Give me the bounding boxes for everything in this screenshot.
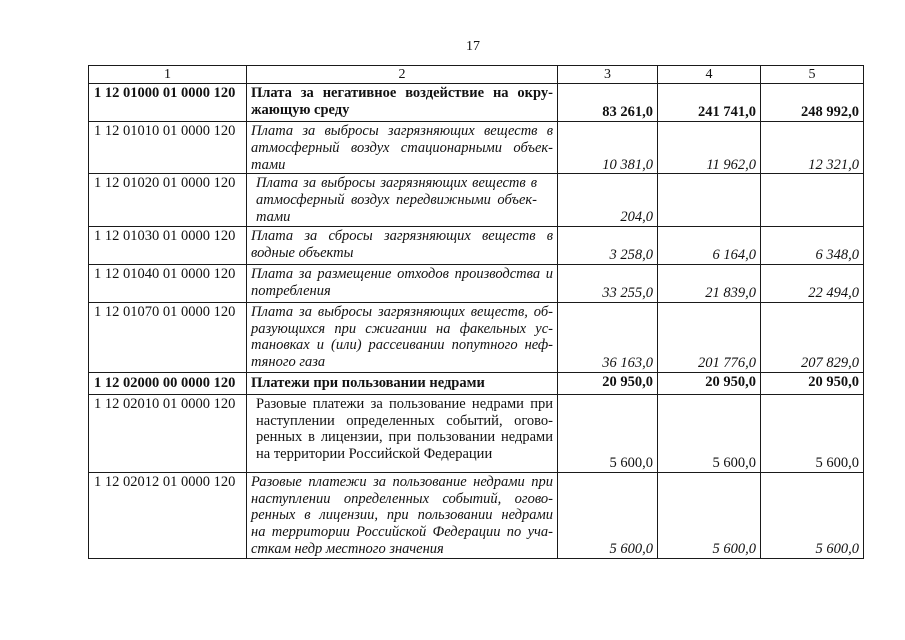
amount-col4 <box>658 174 761 226</box>
table-row <box>89 84 864 122</box>
amount-col4: 20 950,0 <box>658 372 761 394</box>
description-line: Плата за выбросы загрязняющих веществ в <box>251 123 553 139</box>
table-row <box>89 472 864 558</box>
amount-col4: 6 164,0 <box>658 226 761 264</box>
description-line: Разовые платежи за пользование недрами при <box>251 473 553 490</box>
amount-col5: 207 829,0 <box>761 302 864 372</box>
description-line: тановках и (или) рассеивании попутного неф- <box>251 337 553 354</box>
amount-col3: 10 381,0 <box>558 122 658 174</box>
description-line: на территории Российской Федерации по уча- <box>251 524 553 541</box>
table-row <box>89 226 864 264</box>
budget-code: 1 12 01070 01 0000 120 <box>89 302 247 372</box>
description-line: атмосферный воздух стационарными объек- <box>251 139 553 156</box>
description-line: ренных в лицензии, при пользовании недрами <box>256 429 553 446</box>
description-line: наступлении определенных событий, огово- <box>256 412 553 429</box>
row-description <box>247 84 558 122</box>
description-line: тяного газа <box>251 354 326 371</box>
budget-table <box>88 65 864 559</box>
amount-col5: 12 321,0 <box>761 122 864 174</box>
description-line: Плата за выбросы загрязняющих веществ в <box>256 175 537 192</box>
table-row <box>89 372 864 394</box>
header-cell-2: 2 <box>247 66 558 84</box>
amount-col4: 21 839,0 <box>658 264 761 302</box>
header-row <box>89 66 864 84</box>
table-row <box>89 302 864 372</box>
description-line: ренных в лицензии, при пользовании недрами <box>251 507 553 524</box>
amount-col5: 6 348,0 <box>761 226 864 264</box>
amount-col4: 241 741,0 <box>658 84 761 122</box>
amount-col5 <box>761 174 864 226</box>
description-line: на территории Российской Федерации <box>256 446 493 463</box>
amount-col3: 3 258,0 <box>558 226 658 264</box>
description-line: наступлении определенных событий, огово- <box>251 490 553 507</box>
description-line: жающую среду <box>251 101 350 118</box>
row-description <box>247 472 558 558</box>
amount-col5: 20 950,0 <box>761 372 864 394</box>
amount-col3: 5 600,0 <box>558 394 658 472</box>
header-cell-5: 5 <box>761 66 864 84</box>
budget-code: 1 12 01010 01 0000 120 <box>89 122 247 174</box>
row-description <box>247 302 558 372</box>
description-line: Плата за негативное воздействие на окру- <box>251 85 553 101</box>
amount-col3: 204,0 <box>558 174 658 226</box>
budget-code: 1 12 01030 01 0000 120 <box>89 226 247 264</box>
description-line: разующихся при сжигании на факельных ус- <box>251 320 553 337</box>
page-number: 17 <box>466 39 480 54</box>
amount-col4: 11 962,0 <box>658 122 761 174</box>
amount-col5: 5 600,0 <box>761 472 864 558</box>
description-line: тами <box>256 208 291 225</box>
budget-code: 1 12 01000 01 0000 120 <box>89 84 247 122</box>
row-description <box>247 122 558 174</box>
budget-code: 1 12 01040 01 0000 120 <box>89 264 247 302</box>
description-line: водные объекты <box>251 244 354 261</box>
description-line: потребления <box>251 282 331 299</box>
budget-code: 1 12 02000 00 0000 120 <box>89 372 247 394</box>
table-row <box>89 264 864 302</box>
header-cell-1: 1 <box>89 66 247 84</box>
amount-col3: 20 950,0 <box>558 372 658 394</box>
header-cell-3: 3 <box>558 66 658 84</box>
row-description <box>247 394 558 472</box>
amount-col3: 33 255,0 <box>558 264 658 302</box>
amount-col5: 22 494,0 <box>761 264 864 302</box>
amount-col4: 5 600,0 <box>658 394 761 472</box>
budget-code: 1 12 02010 01 0000 120 <box>89 394 247 472</box>
description-line: атмосферный воздух передвижными объек- <box>256 192 537 209</box>
amount-col4: 5 600,0 <box>658 472 761 558</box>
description-line: сткам недр местного значения <box>251 540 444 557</box>
table-row <box>89 174 864 226</box>
description-line: Плата за сбросы загрязняющих веществ в <box>251 227 553 244</box>
row-description <box>247 264 558 302</box>
amount-col3: 83 261,0 <box>558 84 658 122</box>
budget-code: 1 12 02012 01 0000 120 <box>89 472 247 558</box>
description-line: Разовые платежи за пользование недрами при <box>256 395 553 412</box>
header-cell-4: 4 <box>658 66 761 84</box>
amount-col5: 248 992,0 <box>761 84 864 122</box>
row-description <box>247 372 558 394</box>
description-line: Платежи при пользовании недрами <box>251 374 485 391</box>
row-description <box>247 226 558 264</box>
amount-col4: 201 776,0 <box>658 302 761 372</box>
table-row <box>89 122 864 174</box>
amount-col3: 5 600,0 <box>558 472 658 558</box>
amount-col3: 36 163,0 <box>558 302 658 372</box>
budget-code: 1 12 01020 01 0000 120 <box>89 174 247 226</box>
table-row <box>89 394 864 472</box>
description-line: Плата за выбросы загрязняющих веществ, об- <box>251 303 553 320</box>
description-line: тами <box>251 156 286 173</box>
amount-col5: 5 600,0 <box>761 394 864 472</box>
row-description <box>247 174 558 226</box>
description-line: Плата за размещение отходов производства и <box>251 265 553 282</box>
